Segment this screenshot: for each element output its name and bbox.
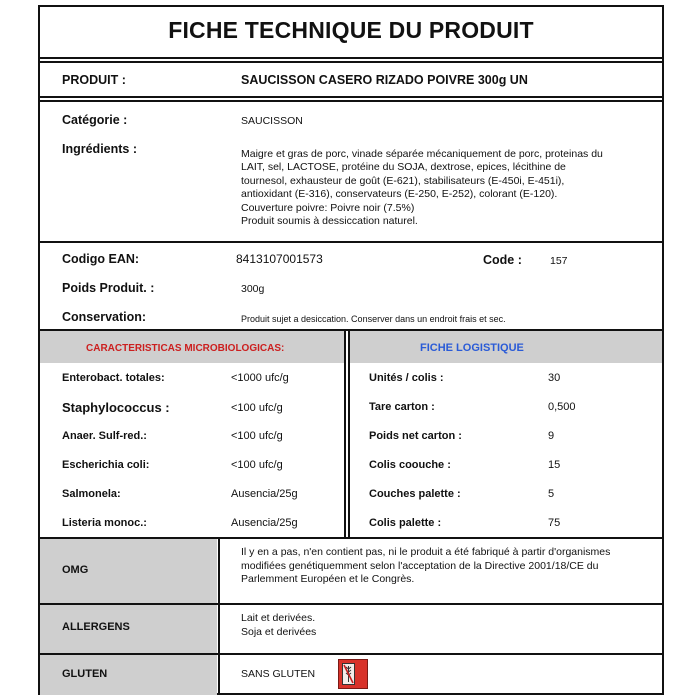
product-value: SAUCISSON CASERO RIZADO POIVRE 300g UN — [241, 73, 528, 87]
product-sheet — [38, 5, 664, 695]
ingredients-line: Produit soumis à dessiccation naturel. — [241, 215, 418, 228]
micro-row-label: Listeria monoc.: — [62, 517, 147, 529]
logistics-row-value: 30 — [548, 372, 561, 384]
omg-line: Il y en a pas, n'en contient pas, ni le produit a été fabriqué à partir d'organismes — [241, 546, 611, 558]
allergens-label: ALLERGENS — [62, 621, 130, 633]
logistics-row-label: Poids net carton : — [369, 430, 462, 442]
micro-row-value: <100 ufc/g — [231, 459, 283, 471]
micro-row-value: <1000 ufc/g — [231, 372, 289, 384]
micro-row-value: Ausencia/25g — [231, 488, 298, 500]
allergens-line: Soja et derivées — [241, 625, 317, 638]
ingredients-line: Couverture poivre: Poivre noir (7.5%) — [241, 201, 415, 214]
divider — [40, 100, 662, 102]
code-label: Code : — [483, 253, 522, 267]
category-label: Catégorie : — [62, 113, 128, 127]
micro-row-label: Enterobact. totales: — [62, 372, 165, 384]
ingredients-text — [241, 148, 663, 228]
product-label: PRODUIT : — [62, 73, 126, 87]
gluten-free-icon-inner — [342, 663, 355, 685]
ingredients-line: antioxidant (E-316), conservateurs (E-250, E-252), colorant (E-120). — [241, 188, 558, 201]
logistics-row-label: Colis coouche : — [369, 459, 451, 471]
logistics-row-label: Couches palette : — [369, 488, 461, 500]
divider — [40, 653, 662, 655]
page-title: FICHE TECHNIQUE DU PRODUIT — [168, 17, 534, 43]
logistics-row-label: Colis palette : — [369, 517, 442, 529]
allergens-line: Lait et derivées. — [241, 612, 316, 624]
column-divider — [344, 329, 346, 537]
micro-row-value: <100 ufc/g — [231, 430, 283, 442]
divider — [40, 96, 662, 98]
logistics-row-label: Unités / colis : — [369, 372, 444, 384]
conservation-label: Conservation: — [62, 310, 147, 324]
category-value: SAUCISSON — [241, 115, 303, 127]
allergens-text — [241, 612, 316, 639]
column-divider — [348, 329, 350, 537]
micro-row-value: <100 ufc/g — [231, 402, 283, 414]
logistics-row-value: 75 — [548, 517, 561, 529]
micro-row-label: Anaer. Sulf-red.: — [62, 430, 147, 442]
weight-value: 300g — [241, 283, 265, 295]
ean-label: Codigo EAN: — [62, 252, 140, 266]
omg-text — [241, 546, 665, 587]
ingredients-label: Ingrédients : — [62, 142, 138, 156]
omg-line: modifiées genétiquemment selon l'acceptation de la Directive 2001/18/CE du — [241, 559, 599, 572]
divider — [40, 61, 662, 63]
omg-line: Parlemment Européen et le Congrès. — [241, 573, 415, 585]
micro-row-value: Ausencia/25g — [231, 517, 298, 529]
logistics-row-value: 9 — [548, 430, 555, 442]
logistics-row-label: Tare carton : — [369, 401, 435, 413]
conservation-value: Produit sujet a desiccation. Conserver dans un endroit frais et sec. — [241, 314, 506, 324]
weight-label: Poids Produit. : — [62, 281, 155, 295]
micro-row-label: Staphylococcus : — [62, 400, 170, 415]
ingredients-line: tournesol, exhausteur de goût (E-621), stabilisateurs (E-450i, E-451i), — [241, 174, 565, 187]
ingredients-line: LAIT, sel, LACTOSE, protéine du SOJA, dextrose, epices, lécithine de — [241, 161, 566, 174]
logistics-row-value: 15 — [548, 459, 561, 471]
divider — [40, 241, 662, 243]
ingredients-line: Maigre et gras de porc, vinade séparée mécaniquement de porc, proteinas du — [241, 148, 603, 160]
gluten-value: SANS GLUTEN — [241, 668, 316, 680]
wheat-crossed-icon — [343, 664, 354, 684]
gluten-free-icon — [338, 659, 368, 689]
column-divider — [218, 537, 220, 695]
logistics-row-value: 5 — [548, 488, 555, 500]
logistics-row-value: 0,500 — [548, 401, 576, 413]
gluten-label: GLUTEN — [62, 668, 108, 680]
micro-row-label: Escherichia coli: — [62, 459, 150, 471]
code-value: 157 — [550, 255, 568, 267]
divider — [40, 603, 662, 605]
micro-row-label: Salmonela: — [62, 488, 121, 500]
micro-header: CARACTERISTICAS MICROBIOLOGICAS: — [86, 343, 285, 354]
divider — [40, 57, 662, 59]
ean-value: 8413107001573 — [236, 252, 323, 266]
omg-label: OMG — [62, 564, 89, 576]
logistics-header: FICHE LOGISTIQUE — [420, 342, 524, 354]
